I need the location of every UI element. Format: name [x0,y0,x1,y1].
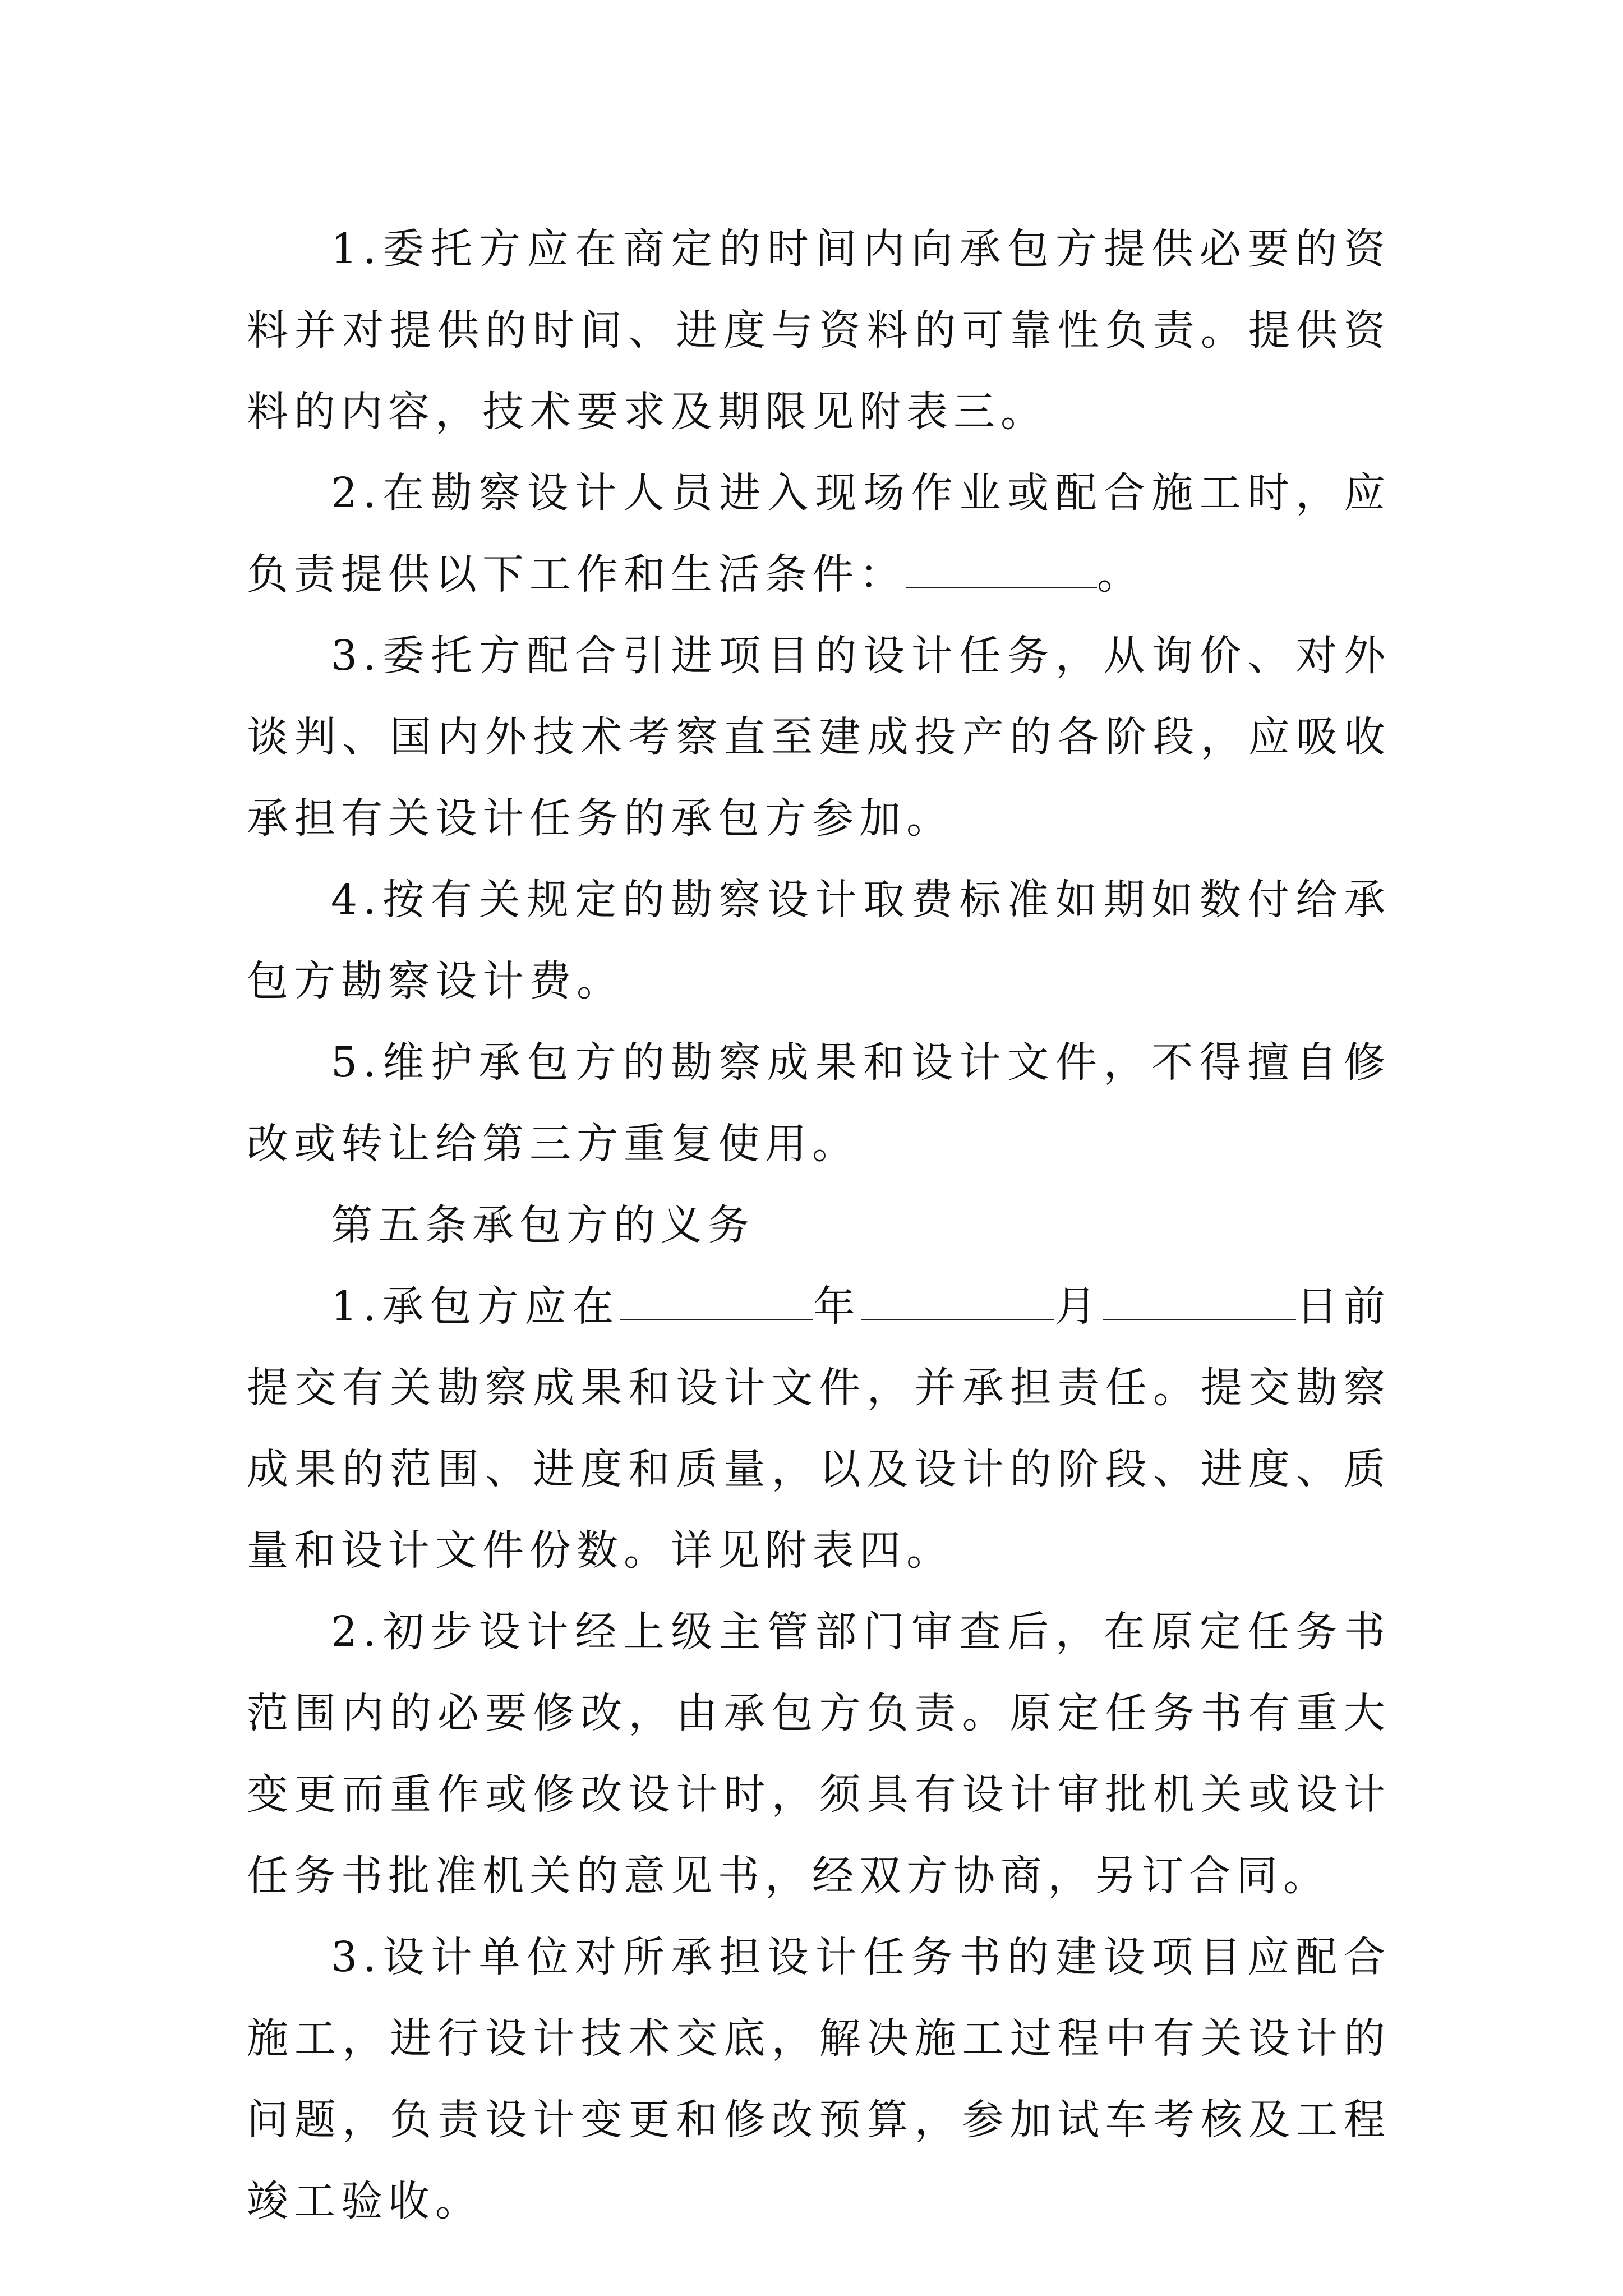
year-label: 年 [813,1282,861,1331]
paragraph-submit-deadline [247,1266,1391,1591]
paragraph-construction-cooperation: 3.设计单位对所承担设计任务书的建设项目应配合施工，进行设计技术交底，解决施工过程中有关设计的问题，负责设计变更和修改预算，参加试车考核及工程竣工验收。 [247,1933,1391,2225]
paragraph-import-project-cooperation: 3.委托方配合引进项目的设计任务，从询价、对外谈判、国内外技术考察直至建成投产的各阶段，应吸收承担有关设计任务的承包方参加。 [247,632,1391,843]
month-label: 月 [1054,1282,1103,1331]
paragraph-protect-results: 5.维护承包方的勘察成果和设计文件，不得擅自修改或转让给第三方重复使用。 [247,1038,1391,1168]
blank-month [861,1318,1054,1320]
paragraph-preliminary-design-changes: 2.初步设计经上级主管部门审查后，在原定任务书范围内的必要修改，由承包方负责。原定任务书有重大变更而重作或修改设计时，须具有设计审批机关或设计任务书批准机关的意见书，经双方协商，另订合同。 [247,1608,1391,1900]
paragraph-pay-fees: 4.按有关规定的勘察设计取费标准如期如数付给承包方勘察设计费。 [247,876,1391,1005]
blank-year [620,1318,813,1320]
blank-line [906,586,1097,588]
paragraph-text: 2.在勘察设计人员进入现场作业或配合施工时，应负责提供以下工作和生活条件： [247,469,1391,599]
paragraph-text: 日前提交有关勘察成果和设计文件，并承担责任。提交勘察成果的范围、进度和质量，以及设计的阶段、进度、质量和设计文件份数。详见附表四。 [247,1282,1391,1575]
paragraph-client-provide-materials: 1.委托方应在商定的时间内向承包方提供必要的资料并对提供的时间、进度与资料的可靠性负责。提供资料的内容，技术要求及期限见附表三。 [247,225,1391,436]
document-page [247,209,1391,2242]
paragraph-text: 。 [1097,550,1144,599]
section-heading-contractor-obligations: 第五条承包方的义务 [331,1201,755,1249]
paragraph-work-living-conditions [247,453,1391,615]
paragraph-text: 1.承包方应在 [331,1282,620,1331]
blank-day [1103,1318,1296,1320]
